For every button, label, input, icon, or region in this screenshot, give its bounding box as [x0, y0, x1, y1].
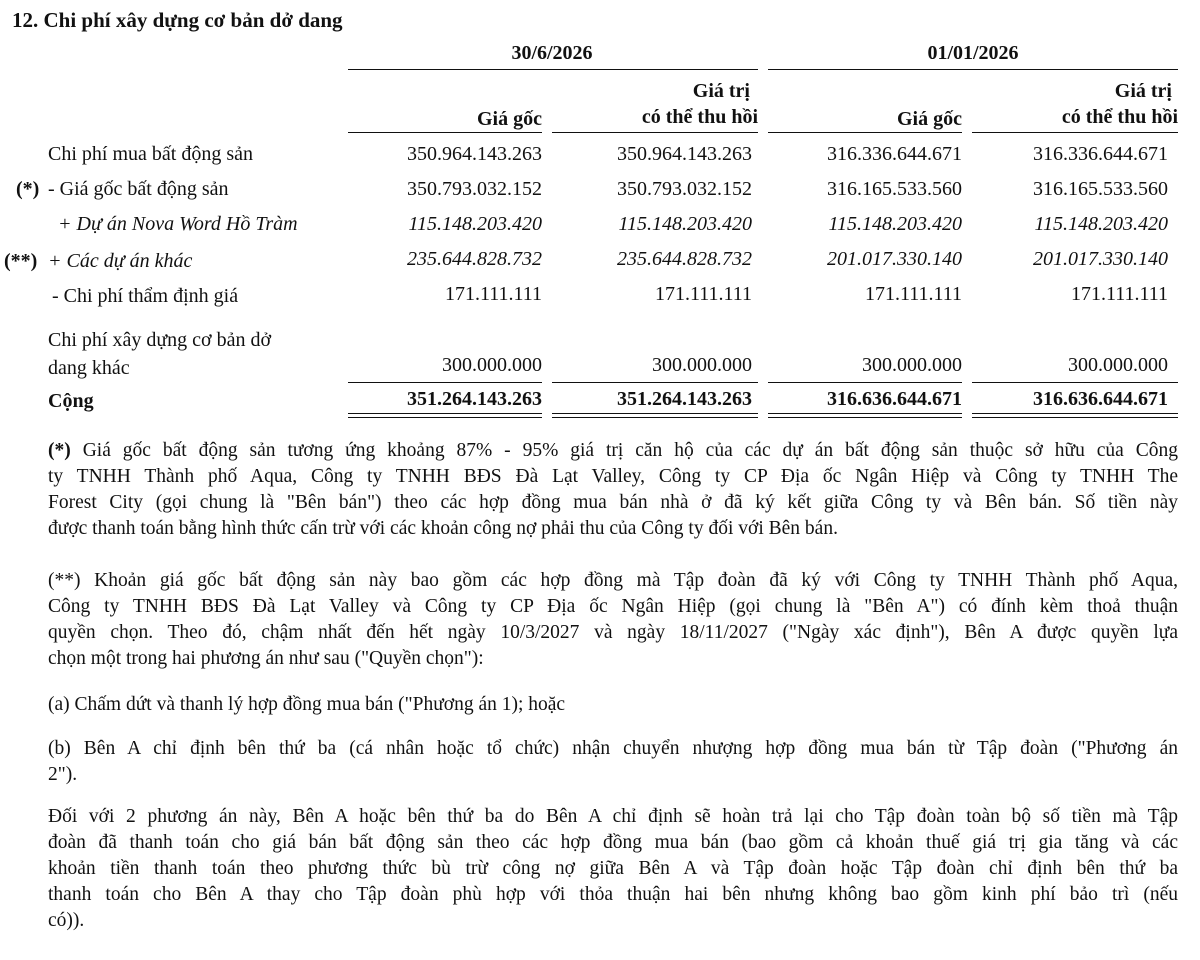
- table-cell: 350.793.032.152: [407, 178, 542, 200]
- row-label-other-projects: + Các dự án khác: [48, 250, 193, 272]
- table-cell: 316.165.533.560: [827, 178, 962, 200]
- column-header-underline: [348, 132, 542, 133]
- total-top-rule: [348, 382, 542, 383]
- total-double-rule: [552, 413, 758, 418]
- group-header-01-01-2026: 01/01/2026: [927, 42, 1019, 64]
- col-header-cost: Giá gốc: [897, 108, 962, 130]
- footnote-marker: (*): [48, 440, 71, 461]
- total-top-rule: [768, 382, 962, 383]
- note-line: được thanh toán bằng hình thức cấn trừ với các khoản công nợ phải thu của Công ty đối với Bên bán.: [48, 518, 838, 539]
- row-label-total: Cộng: [48, 390, 94, 412]
- row-label-property-purchase-cost: Chi phí mua bất động sản: [48, 143, 253, 165]
- table-cell: 235.644.828.732: [617, 248, 752, 270]
- group-underline: [348, 69, 758, 70]
- table-cell: 316.336.644.671: [827, 143, 962, 165]
- note-line: quyền chọn. Theo đó, chậm nhất đến hết ngày 10/3/2027 và ngày 18/11/2027 ("Ngày xác định"), Bên A được quyền lựa: [48, 622, 1178, 643]
- total-cell: 316.636.644.671: [827, 388, 962, 410]
- note-line: Đối với 2 phương án này, Bên A hoặc bên thứ ba do Bên A chỉ định sẽ hoàn trả lại cho Tập đoàn toàn bộ số tiền mà Tập: [48, 806, 1178, 827]
- note-line: (a) Chấm dứt và thanh lý hợp đồng mua bán ("Phương án 1); hoặc: [48, 694, 566, 715]
- total-cell: 316.636.644.671: [1033, 388, 1168, 410]
- footnote-single-star: [48, 438, 1178, 542]
- table-cell: 115.148.203.420: [618, 213, 752, 235]
- total-top-rule: [972, 382, 1178, 383]
- footnote-marker: (*): [16, 178, 40, 200]
- group-underline: [768, 69, 1178, 70]
- table-cell: 350.793.032.152: [617, 178, 752, 200]
- table-cell: 300.000.000: [862, 354, 962, 376]
- table-cell: 350.964.143.263: [617, 143, 752, 165]
- row-label-other-construction-line1: Chi phí xây dựng cơ bản dở: [48, 329, 272, 351]
- table-cell: 300.000.000: [442, 354, 542, 376]
- column-header-underline: [768, 132, 962, 133]
- table-cell: 235.644.828.732: [407, 248, 542, 270]
- group-header-30-6-2026: 30/6/2026: [511, 42, 593, 64]
- note-text: Khoản giá gốc bất động sản này bao gồm các hợp đồng mà Tập đoàn đã ký với Công ty TNHH Thành phố Aqua,: [94, 570, 1179, 591]
- col-header-recoverable-line2: có thể thu hồi: [1061, 106, 1178, 128]
- note-line: có)).: [48, 910, 85, 931]
- table-cell: 350.964.143.263: [407, 143, 542, 165]
- section-title: 12. Chi phí xây dựng cơ bản dở dang: [12, 8, 343, 32]
- col-header-cost: Giá gốc: [477, 108, 542, 130]
- row-label-nova-world-project: + Dự án Nova Word Hồ Tràm: [58, 213, 298, 235]
- closing-paragraph: [48, 804, 1178, 934]
- table-cell: 171.111.111: [444, 283, 542, 305]
- total-double-rule: [972, 413, 1178, 418]
- option-a: [48, 692, 1178, 718]
- table-cell: 300.000.000: [652, 354, 752, 376]
- table-cell: 115.148.203.420: [408, 213, 542, 235]
- table-cell: 115.148.203.420: [1034, 213, 1168, 235]
- note-line: [48, 568, 1178, 594]
- table-cell: 115.148.203.420: [828, 213, 962, 235]
- row-label-property-cost: - Giá gốc bất động sản: [48, 178, 229, 200]
- table-cell: 171.111.111: [1070, 283, 1168, 305]
- option-b: [48, 736, 1178, 788]
- note-line: chọn một trong hai phương án như sau ("Quyền chọn"):: [48, 648, 484, 669]
- table-cell: 171.111.111: [864, 283, 962, 305]
- footnote-marker: (**): [48, 570, 81, 591]
- table-cell: 316.336.644.671: [1033, 143, 1168, 165]
- row-label-valuation-cost: - Chi phí thẩm định giá: [52, 285, 239, 307]
- table-cell: 316.165.533.560: [1033, 178, 1168, 200]
- table-cell: 171.111.111: [654, 283, 752, 305]
- row-label-other-construction-line2: dang khác: [48, 357, 130, 379]
- column-header-underline: [552, 132, 758, 133]
- total-cell: 351.264.143.263: [617, 388, 752, 410]
- note-line: đoàn đã thanh toán cho giá bán bất động sản theo các hợp đồng mua bán (bao gồm cả khoản thuế giá trị gia tăng và các: [48, 832, 1178, 853]
- table-cell: 300.000.000: [1068, 354, 1168, 376]
- table-cell: 201.017.330.140: [1033, 248, 1168, 270]
- note-line: [48, 438, 1178, 464]
- col-header-recoverable-line2: có thể thu hồi: [641, 106, 758, 128]
- total-double-rule: [348, 413, 542, 418]
- note-line: Forest City (gọi chung là "Bên bán") theo các hợp đồng mua bán nhà ở đã ký kết giữa Công ty và Bên bán. Số tiền này: [48, 492, 1178, 513]
- note-line: thanh toán cho Bên A thay cho Tập đoàn phù hợp với thỏa thuận hai bên nhưng không bao gồm kinh phí bảo trì (nếu: [48, 884, 1178, 905]
- column-header-underline: [972, 132, 1178, 133]
- total-cell: 351.264.143.263: [407, 388, 542, 410]
- footnote-double-star: [48, 568, 1178, 672]
- total-top-rule: [552, 382, 758, 383]
- note-line: 2").: [48, 764, 78, 785]
- note-line: (b) Bên A chỉ định bên thứ ba (cá nhân hoặc tổ chức) nhận chuyển nhượng hợp đồng mua bán từ Tập đoàn ("Phương án: [48, 738, 1178, 759]
- footnote-marker: (**): [4, 250, 38, 272]
- col-header-recoverable-line1: Giá trị: [692, 80, 750, 102]
- note-line: Công ty TNHH BĐS Đà Lạt Valley và Công ty CP Địa ốc Ngân Hiệp (gọi chung là "Bên A") có đính kèm thoả thuận: [48, 596, 1178, 617]
- note-text: Giá gốc bất động sản tương ứng khoảng 87% - 95% giá trị căn hộ của các dự án bất động sản thuộc sở hữu của Công: [82, 440, 1179, 461]
- note-line: khoản tiền thanh toán theo phương thức bù trừ công nợ giữa Bên A và Tập đoàn hoặc Tập đoàn chỉ định bên thứ ba: [48, 858, 1178, 879]
- col-header-recoverable-line1: Giá trị: [1114, 80, 1172, 102]
- table-cell: 201.017.330.140: [827, 248, 962, 270]
- note-line: ty TNHH Thành phố Aqua, Công ty TNHH BĐS Đà Lạt Valley, Công ty CP Địa ốc Ngân Hiệp và Công ty TNHH The: [48, 466, 1178, 487]
- total-double-rule: [768, 413, 962, 418]
